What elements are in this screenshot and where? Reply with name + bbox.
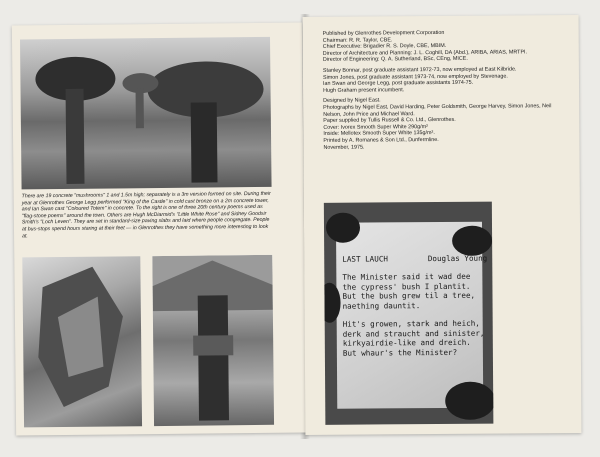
engineering-director-line: Director of Engineering: Q. A. Sutherland, BSc, CEng, MICE. bbox=[322, 56, 468, 64]
flagstone-poem-photo bbox=[324, 202, 494, 425]
production-info bbox=[323, 96, 563, 150]
bronze-sculpture-image bbox=[22, 256, 142, 427]
architecture-director-line: Director of Architecture and Planning: J. L. Coghill, DA (Abd.), ARIBA, ARIAS, MRTPI. bbox=[322, 49, 528, 57]
shoe-bottom-right bbox=[445, 382, 493, 420]
shoe-top-right bbox=[452, 226, 492, 256]
cover-paper-line: Cover: Ivorex Smooth Super White 290g/m² bbox=[323, 123, 428, 131]
chief-executive-line: Chief Executive: Brigadier R. S. Doyle, CBE, MBIM. bbox=[322, 43, 447, 51]
right-page bbox=[303, 15, 582, 435]
poem-line: Hit's growen, stark and heich, bbox=[342, 319, 480, 330]
paper-line: Paper supplied by Tullis Russell & Co. Ltd., Glenrothes. bbox=[323, 117, 456, 124]
artists-info bbox=[323, 66, 563, 94]
credits-block bbox=[323, 29, 564, 155]
poem-line: naething dauntit. bbox=[342, 300, 421, 311]
publisher-line: Published by Glenrothes Development Corporation bbox=[322, 29, 445, 37]
left-page bbox=[12, 22, 306, 435]
photo-caption: There are 19 concrete "mushrooms" 1 and 1.5m high; separately is a 3m version formed on site. During their year at Glenrothes George Legg performed "King of the Castle" in cold cast bronze on a 2m concrete tower, and Ian Swan cast "Coloured Totem" in concrete. To the right is one of three 20th century poems used as "flag-stone poems" around the town. Others are Hugh McDiarmid's "Little White Rose" and Sidney Goodsir Smith's "Loch Leven". They are set in standard-size paving slabs and laid where people congregate. People at bus-stops spend hours staring at their feet — in Glenrothes they have something more interesting to look at. bbox=[21, 190, 271, 239]
artist-line: Hugh Graham present incumbent. bbox=[323, 87, 405, 94]
poem-line: But the bush grew til a tree, bbox=[342, 290, 476, 301]
mushroom-sculptures-image bbox=[20, 37, 272, 190]
artist-line: Ian Swan and George Legg, post graduate assistants 1974-75. bbox=[322, 79, 474, 87]
mushrooms-photo bbox=[20, 37, 272, 190]
designer-line: Designed by Nigel East. bbox=[323, 97, 381, 105]
poem-line: But whaur's the Minister? bbox=[342, 347, 458, 358]
poem-line: derk and straucht and sinister, bbox=[342, 328, 485, 339]
chairman-line: Chairman: R. R. Taylor, CBE. bbox=[322, 36, 393, 44]
poem-text bbox=[342, 254, 488, 358]
poem-author: Douglas Young bbox=[427, 253, 488, 264]
totem-image bbox=[152, 255, 274, 426]
poem-line: The Minister said it wad dee bbox=[342, 272, 471, 283]
poem-title: LAST LAUCH bbox=[342, 254, 388, 264]
poem-line: kirkyairdie-like and dreich. bbox=[342, 338, 471, 348]
artist-line: Stanley Bonnar, post graduate assistant 1972-73, now employed at East Kilbride. bbox=[322, 66, 517, 74]
printer-line: Printed by A. Romanes & Son Ltd., Dunfermline. bbox=[323, 136, 439, 144]
poem-line: the cypress' bush I plantit. bbox=[342, 281, 471, 292]
king-of-the-castle-photo bbox=[22, 256, 142, 427]
date-line: November, 1975. bbox=[323, 144, 365, 151]
artist-line: Simon Jones, post graduate assistant 1973-74, now employed by Stevenage. bbox=[322, 73, 508, 81]
inside-paper-line: Inside: Mellotex Smooth Super White 135g/m². bbox=[323, 130, 435, 138]
photographers-line: Photographs by Nigel East, David Harding, Peter Goldsmith, George Harvey, Simon Jones, Neil Nelson, John Price and Michael Ward. bbox=[323, 103, 552, 118]
shoe-top-left bbox=[326, 213, 360, 243]
poem-heading bbox=[342, 254, 487, 264]
publisher-info bbox=[323, 29, 563, 64]
coloured-totem-photo bbox=[152, 255, 274, 426]
